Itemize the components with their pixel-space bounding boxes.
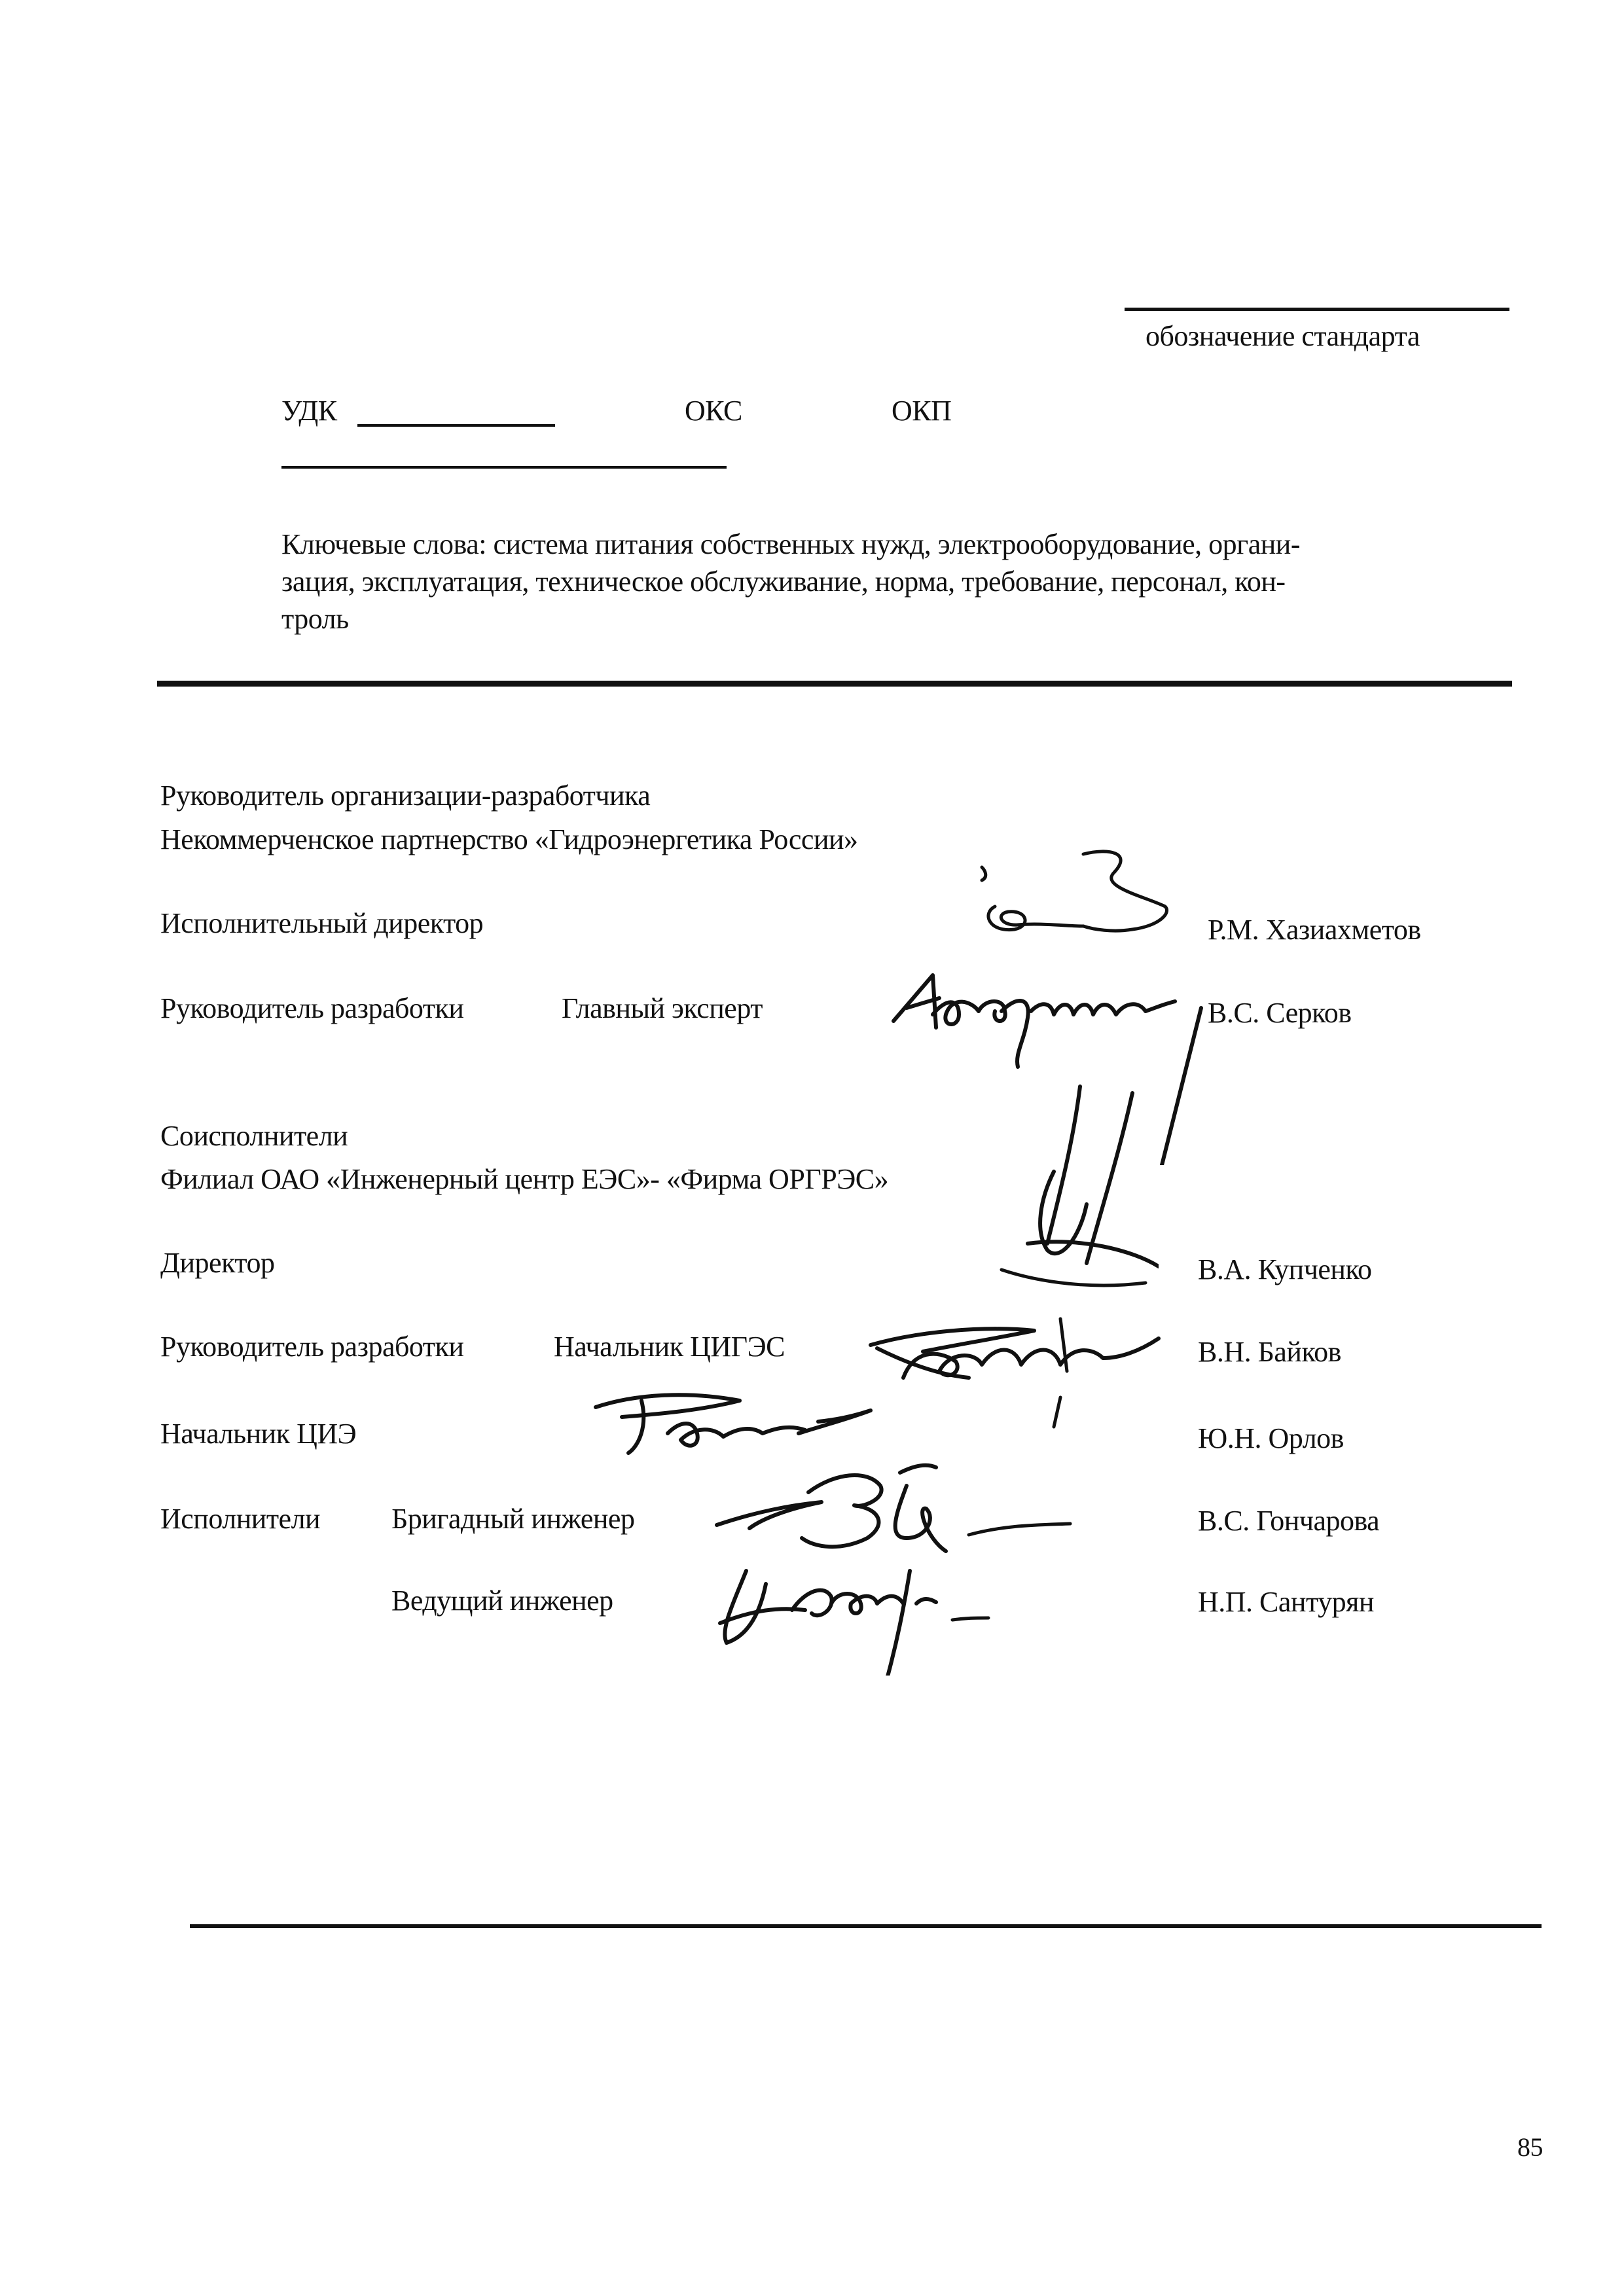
signatory-name: В.А. Купченко — [1198, 1253, 1372, 1285]
co-executors-heading: Соисполнители — [160, 1120, 348, 1152]
keywords-line-3: троль — [281, 603, 349, 635]
standard-designation-line — [1125, 308, 1509, 311]
signatory-name: В.С. Гончарова — [1198, 1505, 1380, 1537]
signatory-title: Главный эксперт — [562, 992, 763, 1024]
standard-designation-label: обозначение стандарта — [1146, 320, 1420, 352]
developer-heading: Руководитель организации-разработчика — [160, 780, 651, 812]
header-divider — [157, 681, 1512, 687]
developer-organization: Некоммерченское партнерство «Гидроэнергетика России» — [160, 823, 858, 855]
signatory-title: Ведущий инженер — [391, 1585, 613, 1617]
signatory-title: Бригадный инженер — [391, 1503, 635, 1535]
signature-khaziakhmetov — [969, 841, 1178, 952]
udk-underline — [357, 424, 555, 427]
signature-kupchenko — [962, 1073, 1159, 1322]
footer-divider — [190, 1924, 1542, 1928]
signatory-role: Исполнители — [160, 1503, 321, 1535]
udk-label: УДК — [281, 395, 337, 427]
signatory-name: В.С. Серков — [1208, 997, 1352, 1029]
keywords-line-2: зация, эксплуатация, техническое обслуживание, норма, требование, персонал, кон- — [281, 565, 1286, 598]
keywords-line-1: Ключевые слова: система питания собственных нужд, электрооборудование, органи- — [281, 528, 1300, 560]
page-number: 85 — [1517, 2132, 1543, 2162]
signatory-role: Руководитель разработки — [160, 1331, 464, 1363]
signature-santuryan — [707, 1545, 1008, 1676]
signature-baykov — [864, 1299, 1172, 1430]
oks-label: ОКС — [685, 395, 742, 427]
signatory-role: Исполнительный директор — [160, 907, 484, 939]
okp-label: ОКП — [892, 395, 952, 427]
signatory-role: Начальник ЦИЭ — [160, 1418, 357, 1450]
signatory-name: Н.П. Сантурян — [1198, 1586, 1374, 1618]
signatory-name: Р.М. Хазиахметов — [1208, 914, 1421, 946]
signatory-role: Директор — [160, 1247, 275, 1279]
udk-separator-line — [281, 466, 727, 469]
signatory-name: Ю.Н. Орлов — [1198, 1422, 1344, 1454]
signatory-role: Руководитель разработки — [160, 992, 464, 1024]
signatory-title: Начальник ЦИГЭС — [554, 1331, 785, 1363]
signatory-name: В.Н. Байков — [1198, 1336, 1341, 1368]
co-executors-organization: Филиал ОАО «Инженерный центр ЕЭС»- «Фирма ОРГРЭС» — [160, 1163, 889, 1195]
